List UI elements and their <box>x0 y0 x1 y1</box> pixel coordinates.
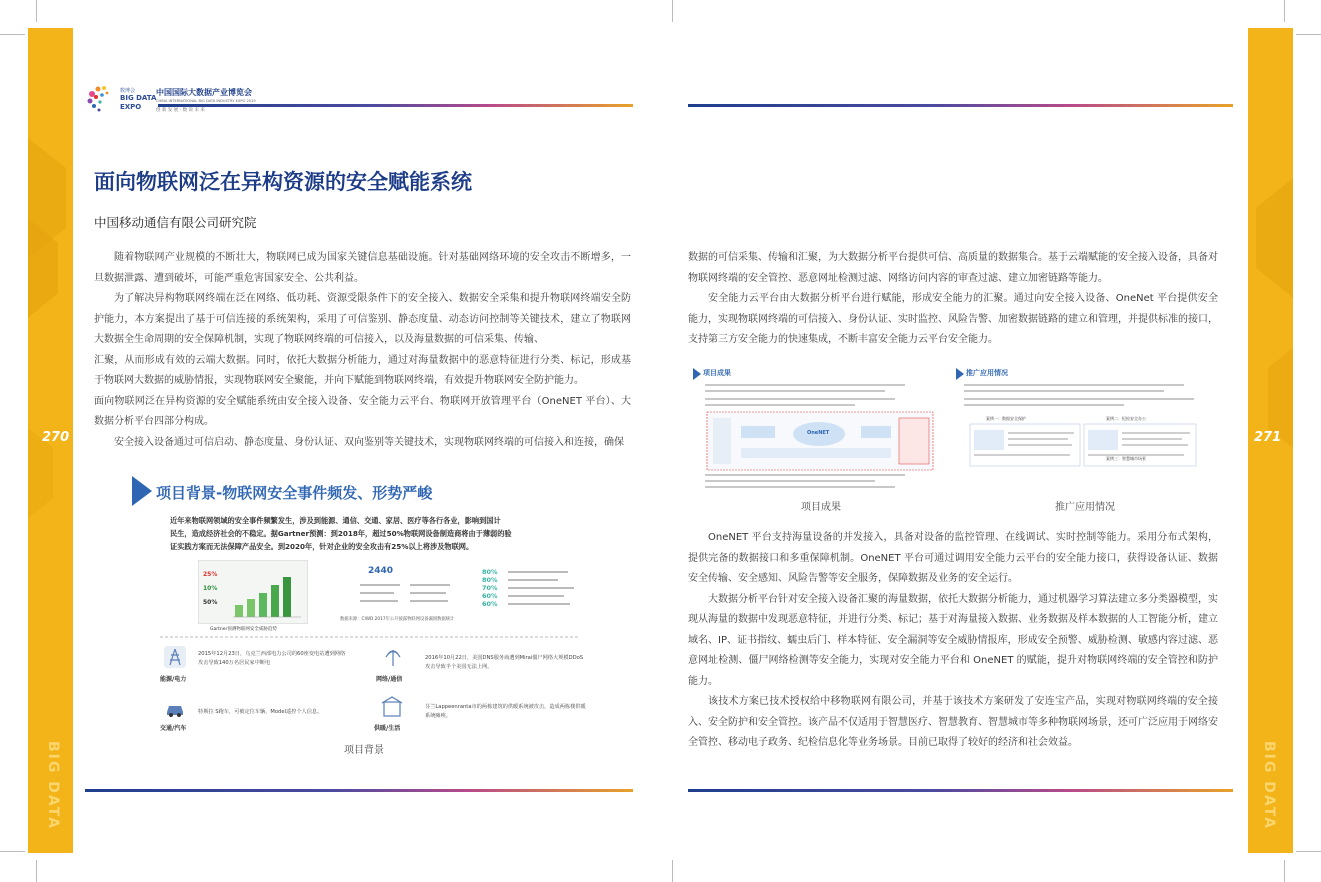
crop-mark <box>1296 851 1321 852</box>
crop-mark <box>1296 34 1321 35</box>
bar-chart-caption: Gartner预测物联网安全威胁趋势 <box>210 627 277 632</box>
car-icon <box>164 700 186 718</box>
paragraph: 汇聚，从而形成有效的云端大数据。同时，依托大数据分析能力，通过对海量数据中的恶意特征进行分类、标记，形成基于物联网大数据的威胁情报，实现物联网安全聚能，并向下赋能到物联网终端，有效提升物联网安全防护能力。 <box>94 354 631 386</box>
paragraph: 随着物联网产业规模的不断壮大，物联网已成为国家关键信息基础设施。针对基础网络环境的安全攻击不断增多，一旦数据泄露、遭到破坏，可能严重危害国家安全、公共利益。 <box>94 252 631 284</box>
event-text: 芬兰Lappeenranta市的两栋建筑的供暖系统被攻击，造成两栋楼供暖系统瘫痪。 <box>425 704 586 719</box>
logo-expo: EXPO <box>120 103 142 111</box>
figure-title: 项目背景-物联网安全事件频发、形势严峻 <box>156 484 433 502</box>
crop-mark <box>1284 860 1285 882</box>
divider <box>160 636 580 638</box>
network-tower-icon <box>382 646 404 668</box>
paragraph: OneNET 平台支持海量设备的并发接入，具备对设备的监控管理、在线调试、实时控制等能力。采用分布式架构，提供完备的数据接口和多重保障机制。OneNET 平台可通过调用安全能力云平台的安全能力接口，获得设备认证、数据安全传输、安全感知、风险告警等安全服务，保障数据及业务的安全运行。 <box>688 532 1218 584</box>
category-heating: 供暖/生活 <box>374 725 401 732</box>
crop-mark <box>36 0 37 22</box>
category-traffic: 交通/汽车 <box>160 725 187 732</box>
header-rule-right <box>688 104 1233 107</box>
right-side-band <box>1248 28 1293 853</box>
percent-list <box>482 568 498 608</box>
percent-item: 60% <box>482 592 498 600</box>
triangle-marker-icon <box>693 368 701 380</box>
right-body-text-bottom <box>688 528 1218 754</box>
bar-chart-panel <box>198 560 308 624</box>
bar-pct: 25% <box>203 571 218 578</box>
bar-chart-icon <box>233 567 303 619</box>
promotion-title: 推广应用情况 <box>966 369 1008 377</box>
crop-mark <box>1284 0 1285 22</box>
building-icon <box>380 696 404 718</box>
article-organization: 中国移动通信有限公司研究院 <box>94 215 257 230</box>
case-title: 案例二：纪检安全办公 <box>1106 416 1146 421</box>
cloud-label: OneNET <box>807 430 830 436</box>
power-tower-icon <box>164 646 186 668</box>
left-side-band <box>28 28 73 853</box>
event-text: 特斯拉 S跑车，可被定位车辆，Model遥控个人信息。 <box>198 709 323 715</box>
percent-item: 60% <box>482 600 498 608</box>
crop-mark <box>0 851 25 852</box>
promotion-figure <box>956 366 1214 476</box>
percent-item: 80% <box>482 576 498 584</box>
left-body-text <box>94 248 631 453</box>
side-label-left: BIG DATA <box>45 741 61 830</box>
paragraph: 大数据分析平台针对安全接入设备汇聚的海量数据，依托大数据分析能力，通过机器学习算法建立多分类器模型，实现从海量的数据中发现恶意特征，并进行分类、标记；基于对海量接入数据、业务数据及样本数据的人工智能分析，建立域名、IP、证书指纹、蠕虫后门、样本特征、安全漏洞等安全威胁情报库，形成安全预警、威胁检测、敏感内容过滤、恶意网址检测、僵尸网络检测等安全能力，实现对安全能力平台和 OneNET 的赋能，提升对物联网终端的安全管控和防护能力。 <box>688 593 1218 687</box>
category-network: 网络/通信 <box>376 676 403 683</box>
results-title: 项目成果 <box>703 369 731 377</box>
figure-caption-background: 项目背景 <box>344 745 384 756</box>
header-rule-left <box>158 104 633 107</box>
event-text: 2015年12月23日，乌克兰西部电力公司的60座变电站遭到网络攻击导致140万名居民家中断电 <box>198 651 346 666</box>
footer-rule-right <box>688 789 1233 792</box>
paragraph: 安全能力云平台由大数据分析平台进行赋能，形成安全能力的汇聚。通过向安全接入设备、OneNet 平台提供安全能力，实现物联网终端的可信接入、身份认证、实时监控、风险告警、加密数据链路的建立和管理，并提供标准的接口，支持第三方安全能力的快速集成，不断丰富安全能力云平台安全能力。 <box>688 293 1218 345</box>
percent-desc-icon <box>508 570 588 610</box>
expo-title-en: CHINA INTERNATIONAL BIG DATA INDUSTRY EXPO 2019 <box>156 99 256 103</box>
crop-mark <box>0 34 25 35</box>
architecture-diagram <box>701 382 937 492</box>
paragraph: 安全接入设备通过可信启动、静态度量、身份认证、双向鉴别等关键技术，实现物联网终端的可信接入和连接，确保 <box>114 436 624 448</box>
paragraph: 该技术方案已技术授权给中移物联网有限公司，并基于该技术方案研发了安连宝产品，实现对物联网终端的安全接入、安全防护和安全管控。该产品不仅适用于智慧医疗、智慧教育、智慧城市等多种物联网场景，还可广泛应用于网络安全管控、移动电子政务、纪检信息化等业务场景。目前已取得了较好的经济和社会效益。 <box>688 696 1218 748</box>
expo-logo-dots-icon <box>86 84 118 114</box>
triangle-marker-icon <box>956 368 964 380</box>
category-energy: 能源/电力 <box>160 676 187 683</box>
intro-line: 民生，造成经济社会的不稳定。据Gartner预测：到2018年，超过50%物联网设备制造商将由于薄弱的验 <box>170 529 512 538</box>
side-label-right: BIG DATA <box>1261 741 1277 830</box>
stat-center: 2440 <box>368 566 394 576</box>
logo-big-data: BIG DATA <box>120 94 157 102</box>
expo-logo <box>86 84 266 118</box>
article-title: 面向物联网泛在异构资源的安全赋能系统 <box>94 170 472 194</box>
figure-intro <box>170 514 512 553</box>
figure-caption-results: 项目成果 <box>801 502 841 513</box>
bar-pct: 10% <box>203 585 218 592</box>
page-number-left: 270 <box>42 430 70 445</box>
triangle-marker-icon <box>132 476 152 506</box>
stat-list-icon <box>358 580 458 620</box>
paragraph: 为了解决异构物联网终端在泛在网络、低功耗、资源受限条件下的安全接入、数据安全采集和提升物联网终端安全防护能力，本方案提出了基于可信连接的系统架构，采用了可信鉴别、静态度量、动态访问控制等关键技术，建立了物联网大数据全生命周期的安全保障机制，实现了物联网终端的可信接入，以及海量数据的可信采集、传输、 <box>94 293 631 345</box>
source-line: 数据来源：CIWD 2017年公开披露物联网设备漏洞数据统计 <box>340 617 455 622</box>
paragraph: 数据的可信采集、传输和汇聚，为大数据分析平台提供可信、高质量的数据集合。基于云端赋能的安全接入设备，具备对物联网终端的安全管控、恶意网址检测过滤、网络访问内容的审查过滤、建立加密链路等能力。 <box>688 252 1218 284</box>
bar-pct: 50% <box>203 599 218 606</box>
percent-item: 70% <box>482 584 498 592</box>
figure-caption-promotion: 推广应用情况 <box>1055 502 1115 513</box>
project-background-figure <box>130 468 592 738</box>
crop-mark <box>672 0 673 22</box>
crop-mark <box>36 860 37 882</box>
event-text: 2016年10月22日，美国DNS服务商遭到Mirai僵尸网络大规模DDoS攻击导致半个美国无法上网。 <box>425 655 584 670</box>
expo-title-cn: 中国国际大数据产业博览会 <box>156 88 252 97</box>
crop-mark <box>672 860 673 882</box>
promotion-cases-diagram <box>960 382 1210 474</box>
expo-slogan: 创 新 发 展 · 数 说 未 来 <box>156 108 205 113</box>
intro-line: 近年来物联网领域的安全事件频繁发生，涉及到能源、通信、交通、家居、医疗等各行各业，影响到国计 <box>170 516 501 525</box>
case-title: 案例三：智慧城市场景 <box>1106 456 1146 461</box>
page-number-right: 271 <box>1254 430 1282 445</box>
percent-item: 80% <box>482 568 498 576</box>
paragraph: 面向物联网泛在异构资源的安全赋能系统由安全接入设备、安全能力云平台、物联网开放管理平台（OneNET 平台）、大数据分析平台四部分构成。 <box>94 395 631 427</box>
project-results-figure <box>693 366 939 494</box>
footer-rule-left <box>85 789 633 792</box>
right-body-text-top <box>688 248 1218 351</box>
case-title: 案例一：数据安全保护 <box>986 416 1026 421</box>
logo-small-cn: 数博会 <box>120 88 136 94</box>
intro-line: 证实践方案而无法保障产品安全。到2020年，针对企业的安全攻击有25%以上将涉及物联网。 <box>170 542 474 551</box>
